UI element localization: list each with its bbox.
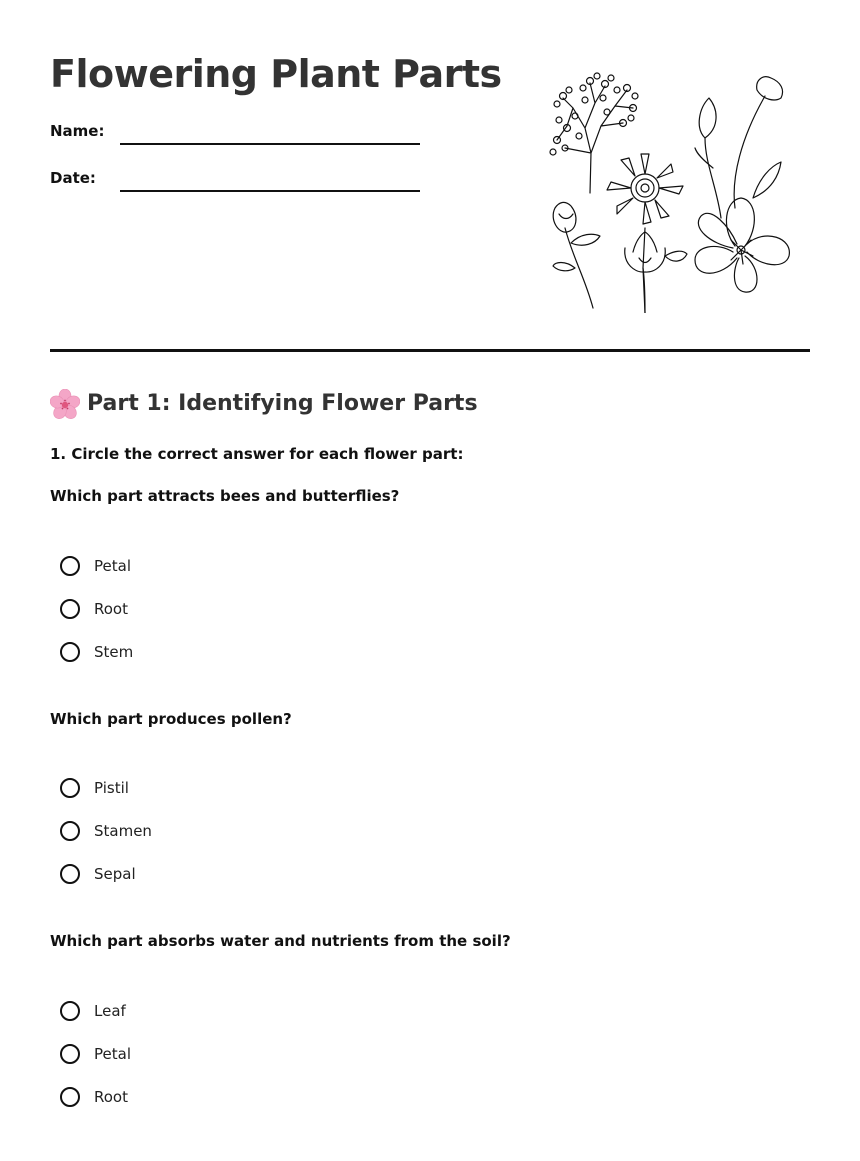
radio-button[interactable] xyxy=(60,556,80,576)
babys-breath-drawing xyxy=(550,73,638,193)
lotus-drawing xyxy=(625,232,687,313)
option-label: Petal xyxy=(94,1045,131,1063)
q2-option-2[interactable] xyxy=(60,818,152,844)
q3-option-2[interactable] xyxy=(60,1041,131,1067)
q1-option-3[interactable] xyxy=(60,639,133,665)
option-label: Root xyxy=(94,1088,128,1106)
rosebud-drawing xyxy=(553,202,600,308)
q2-option-3[interactable] xyxy=(60,861,136,887)
part1-heading xyxy=(50,387,478,421)
radio-button[interactable] xyxy=(60,1001,80,1021)
radio-button[interactable] xyxy=(60,778,80,798)
radio-button[interactable] xyxy=(60,1087,80,1107)
tulip-drawing xyxy=(695,77,783,218)
name-blank-line[interactable] xyxy=(120,143,420,145)
option-label: Stamen xyxy=(94,822,152,840)
radio-button[interactable] xyxy=(60,599,80,619)
cherry-blossom-icon xyxy=(50,389,80,419)
question-1-prompt: Which part attracts bees and butterflies? xyxy=(50,487,400,505)
radio-button[interactable] xyxy=(60,821,80,841)
part1-title: Part 1: Identifying Flower Parts xyxy=(87,391,478,416)
date-label: Date: xyxy=(50,169,96,187)
question-2-prompt: Which part produces pollen? xyxy=(50,710,292,728)
q1-option-1[interactable] xyxy=(60,553,131,579)
q3-option-3[interactable] xyxy=(60,1084,128,1110)
date-blank-line[interactable] xyxy=(120,190,420,192)
five-petal-flower-drawing xyxy=(695,198,789,292)
option-label: Sepal xyxy=(94,865,136,883)
radio-button[interactable] xyxy=(60,864,80,884)
radio-button[interactable] xyxy=(60,642,80,662)
q3-option-1[interactable] xyxy=(60,998,126,1024)
name-label: Name: xyxy=(50,122,105,140)
name-field[interactable] xyxy=(50,121,420,151)
option-label: Stem xyxy=(94,643,134,661)
radio-button[interactable] xyxy=(60,1044,80,1064)
question-3-prompt: Which part absorbs water and nutrients from the soil? xyxy=(50,932,511,950)
worksheet-page xyxy=(50,0,810,1161)
option-label: Root xyxy=(94,600,128,618)
option-label: Leaf xyxy=(94,1002,126,1020)
instruction-text: 1. Circle the correct answer for each flower part: xyxy=(50,445,464,463)
date-field[interactable] xyxy=(50,168,420,198)
section-divider xyxy=(50,349,810,352)
q2-option-1[interactable] xyxy=(60,775,129,801)
flowers-illustration xyxy=(545,68,795,313)
option-label: Pistil xyxy=(94,779,129,797)
worksheet-title: Flowering Plant Parts xyxy=(50,52,502,96)
q1-option-2[interactable] xyxy=(60,596,128,622)
option-label: Petal xyxy=(94,557,131,575)
